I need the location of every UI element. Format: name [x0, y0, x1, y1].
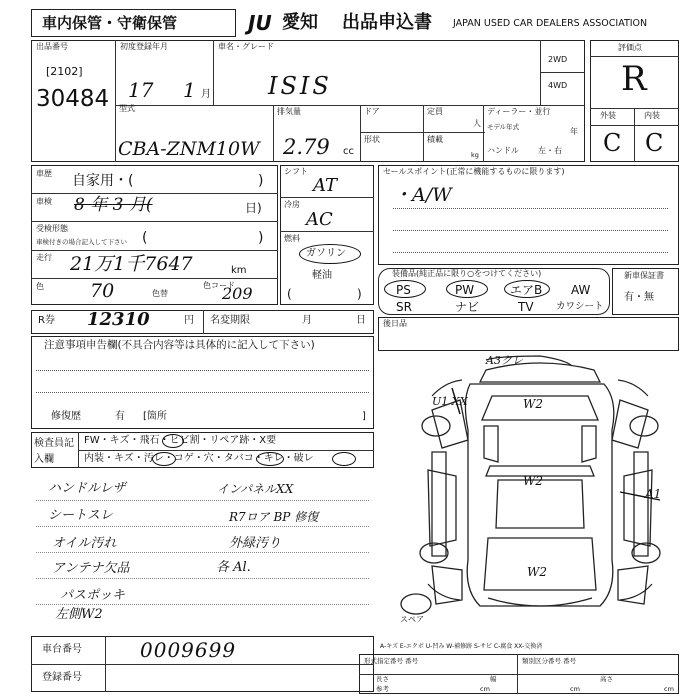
transfer-day-unit: 日 [356, 315, 366, 326]
history-close: ) [258, 173, 264, 189]
displacement-label: 排気量 [277, 107, 301, 116]
inspector-row1: FW・キズ・飛石・ヒビ割・リペア跡・X要 [84, 435, 277, 446]
handnote-3: オイル汚れ [52, 536, 117, 551]
length-unit: cm [480, 685, 490, 693]
width-unit: cm [570, 685, 580, 693]
sales-point-label: セールスポイント(正常に機能するものに限ります) [383, 167, 565, 176]
drive-2wd: 2WD [548, 55, 568, 64]
recycle-value: 12310 [87, 309, 150, 330]
length-label: 長さ [376, 675, 389, 683]
fuel-open: ( [287, 287, 292, 301]
repair-value: 有 [115, 411, 125, 422]
height-unit: cm [664, 685, 674, 693]
load-label: 積載 [427, 135, 443, 144]
inspector-label: 検査員記入欄 [34, 438, 74, 465]
diagram-note-left: U1 XX [432, 395, 468, 408]
color-value: 70 [90, 280, 115, 302]
lot-number: 30484 [36, 86, 110, 112]
inspector-row2: 内装・キズ・汚レ・コゲ・穴・タバコ・キレ・破レ [84, 453, 314, 464]
equipment-label: 装備品(純正品に限り○をつけてください) [392, 269, 542, 278]
equip-sr: SR [396, 300, 412, 314]
receive-open: ( [142, 230, 148, 246]
height-label: 高さ [600, 675, 613, 683]
mileage-label: 走行 [36, 253, 52, 262]
inspection-day-unit: 日) [245, 201, 262, 215]
fuel-diesel: 軽油 [312, 270, 332, 281]
form-title: 出品申込書 [342, 12, 432, 33]
shape-label: 形状 [364, 135, 380, 144]
back-item-label: 後日品 [383, 319, 407, 328]
recycle-label: R券 [38, 315, 55, 326]
inspection-label: 車検 [36, 197, 52, 206]
diagram-mark-mid: W2 [523, 474, 543, 488]
rating-label: 評価点 [618, 43, 642, 52]
ac-value: AC [306, 209, 333, 230]
model-value: CBA-ZNM10W [118, 138, 260, 160]
rating-interior: C [645, 129, 664, 157]
capacity-unit: 人 [473, 119, 481, 128]
repair-parts: [箇所 [143, 411, 167, 422]
equip-tv: TV [518, 300, 534, 314]
fuel-gas: ガソリン [306, 248, 346, 259]
lot-prefix: [2102] [46, 65, 83, 78]
dealer-label: ディーラー・並行 [487, 107, 551, 116]
association-name: JAPAN USED CAR DEALERS ASSOCIATION [453, 18, 648, 29]
spare-label: スペア [400, 615, 424, 624]
ref-label: 参考 [376, 685, 389, 693]
handnote-8: R7ロア BP 修復 [229, 510, 319, 524]
first-reg-year: 17 [128, 78, 154, 102]
handnote-1: ハンドルレザ [48, 481, 126, 496]
chassis-value: 0009699 [140, 638, 237, 662]
color-code-value: 209 [222, 284, 253, 303]
fuel-label: 燃料 [284, 234, 300, 243]
history-label: 車歴 [36, 169, 52, 178]
first-reg-label: 初度登録年月 [120, 42, 168, 51]
diagram-mark-rear: W2 [527, 565, 547, 579]
mileage-value: 21万1千7647 [70, 253, 193, 275]
color-label: 色 [36, 282, 44, 291]
equip-pw: PW [455, 283, 475, 297]
handnote-2: シートスレ [48, 508, 113, 523]
receive-label: 受検形態 [36, 224, 68, 233]
displacement-unit: cc [343, 146, 354, 157]
equip-aw: AW [571, 283, 591, 297]
recycle-unit: 円 [184, 315, 194, 326]
repair-close: ] [362, 411, 366, 422]
width-label: 幅 [490, 675, 497, 683]
shift-value: AT [313, 175, 338, 196]
rating-exterior: C [603, 129, 622, 157]
fuel-close: ) [357, 287, 362, 301]
equip-seat: カワシート [556, 301, 604, 312]
ac-label: 冷房 [284, 200, 300, 209]
first-reg-month-unit: 月 [201, 89, 211, 100]
rating-interior-label: 内装 [644, 111, 660, 120]
sales-point-value: ・A/W [393, 184, 452, 206]
history-value: 自家用・( [72, 173, 134, 189]
receive-sub: 車検付きの場合記入して下さい [36, 238, 127, 246]
equip-ps: PS [396, 283, 411, 297]
lot-label: 出品番号 [36, 42, 68, 51]
rating-exterior-label: 外装 [600, 111, 616, 120]
diagram-note-top: A3クレ [486, 354, 523, 367]
door-label: ドア [364, 107, 380, 116]
transfer-label: 名変期限 [210, 315, 250, 326]
category-label: 類別区分番号 番号 [522, 657, 577, 665]
ju-logo: JU [248, 11, 272, 35]
chassis-label: 車台番号 [42, 644, 82, 655]
repair-label: 修復歴 [51, 411, 81, 422]
diagram-mark-hood: W2 [523, 397, 543, 411]
shift-label: シフト [284, 167, 308, 176]
vehicle-name-value: ISIS [268, 72, 332, 100]
handnote-9: 外緑汚り [229, 536, 282, 551]
handnote-10: 各 Al. [216, 560, 251, 575]
model-year-label: モデル年式 [487, 123, 520, 131]
diagram-mark-right: A1 [645, 487, 662, 501]
handle-label: ハンドル [487, 146, 519, 155]
model-year-unit: 年 [570, 127, 578, 136]
handnote-6: 左側W2 [55, 607, 103, 622]
mileage-unit: km [231, 265, 247, 276]
vehicle-name-label: 車名・グレード [218, 42, 274, 51]
first-reg-month: 1 [183, 78, 196, 102]
transfer-month-unit: 月 [302, 315, 312, 326]
load-unit: kg [471, 151, 479, 159]
handnote-5: パスポッキ [60, 588, 126, 603]
reg-label: 登録番号 [42, 672, 82, 683]
receive-close: ) [258, 230, 264, 246]
equip-navi: ナビ [455, 300, 480, 314]
equip-airbag: エアB [510, 283, 543, 297]
shape-form-label: 形式指定番号 番号 [364, 657, 419, 665]
displacement-value: 2.79 [283, 135, 330, 159]
damage-legend: A-キズ E-エクボ U-凹み W-補修跡 S-サビ C-腐食 XX-交換済 [380, 643, 543, 650]
color-change-label: 色替 [152, 289, 168, 298]
org-name: 愛知 [282, 12, 318, 33]
capacity-label: 定員 [427, 107, 443, 116]
handle-options: 左・右 [538, 146, 562, 155]
rating-overall: R [621, 59, 647, 99]
drive-4wd: 4WD [548, 81, 568, 90]
warranty-label: 新車保証書 [624, 271, 664, 280]
warranty-options: 有・無 [624, 292, 654, 303]
notes-label: 注意事項申告欄(不具合内容等は具体的に記入して下さい) [44, 339, 315, 351]
model-label: 型式 [119, 104, 135, 113]
handnote-4: アンテナ欠品 [52, 561, 130, 576]
handnote-7: インパネルXX [217, 482, 294, 496]
inspection-value: 8 年 3 月( [74, 195, 153, 215]
color-code-label: 色コード [203, 281, 235, 290]
storage-note: 車内保管・守衛保管 [42, 14, 178, 32]
